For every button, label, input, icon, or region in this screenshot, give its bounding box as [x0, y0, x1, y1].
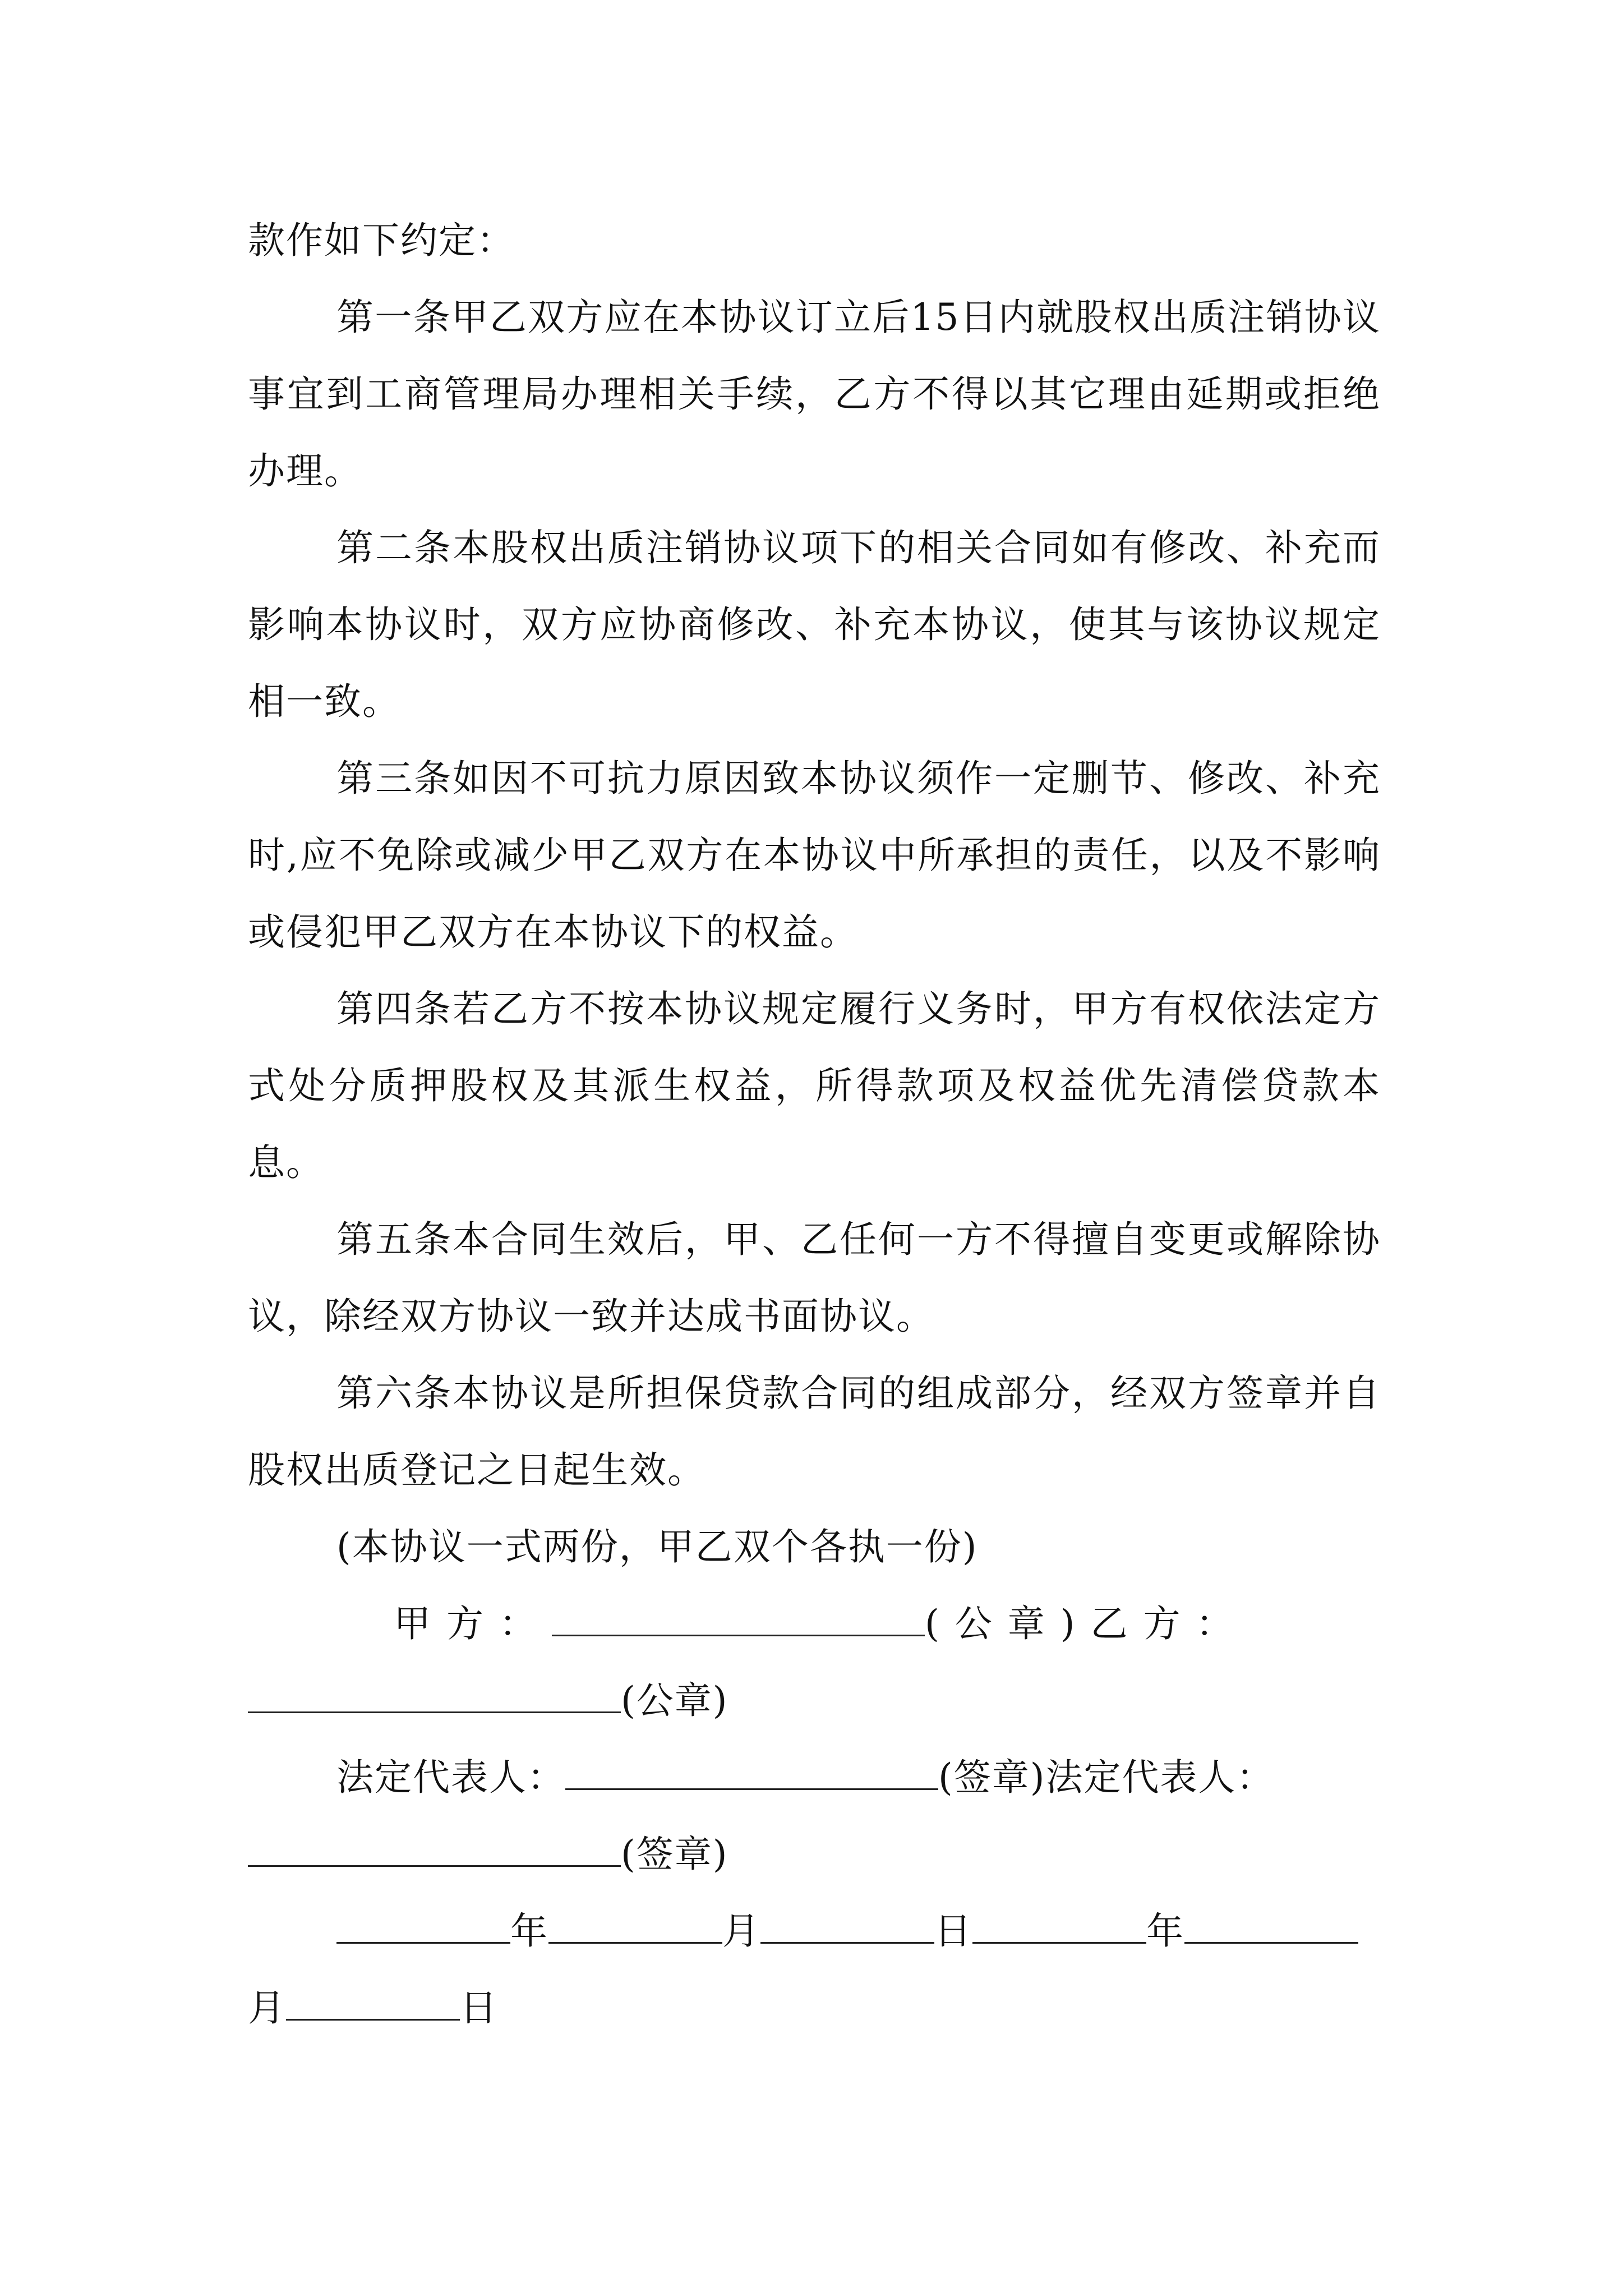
article-1: 第一条甲乙双方应在本协议订立后15日内就股权出质注销协议事宜到工商管理局办理相关手续，乙方不得以其它理由延期或拒绝办理。 [248, 296, 1381, 493]
party-a-label: 甲方： [394, 1602, 552, 1645]
rep-b-seal: (签章) [621, 1833, 728, 1876]
date-b-year: 年 [1146, 1910, 1184, 1953]
article-4: 第四条若乙方不按本协议规定履行义务时，甲方有权依法定方式处分质押股权及其派生权益，所得款项及权益优先清偿贷款本息。 [248, 987, 1381, 1184]
article-3: 第三条如因不可抗力原因致本协议须作一定删节、修改、补充时,应不免除或减少甲乙双方在本协议中所承担的责任，以及不影响或侵犯甲乙双方在本协议下的权益。 [248, 757, 1381, 954]
date-a-month-blank[interactable] [548, 1907, 722, 1944]
rep-a-label: 法定代表人： [336, 1756, 565, 1799]
article-2: 第二条本股权出质注销协议项下的相关合同如有修改、补充而影响本协议时，双方应协商修改、补充本协议，使其与该协议规定相一致。 [248, 526, 1381, 723]
date-line [248, 1893, 1381, 1970]
party-b-seal-line [248, 1662, 1381, 1739]
rep-b-label: 法定代表人： [1045, 1756, 1275, 1799]
date-line-2 [248, 1970, 1381, 2046]
rep-a-blank[interactable] [565, 1754, 938, 1790]
party-a-seal: (公章) [925, 1602, 1091, 1645]
document-body [248, 202, 1381, 2046]
party-b-blank[interactable] [248, 1677, 621, 1713]
date-a-day: 日 [934, 1910, 972, 1953]
party-b-label: 乙方： [1090, 1602, 1249, 1645]
date-b-year-blank[interactable] [972, 1907, 1146, 1944]
date-b-day: 日 [460, 1986, 498, 2030]
rep-b-seal-line [248, 1816, 1381, 1893]
rep-b-blank[interactable] [248, 1830, 621, 1867]
copies-note: (本协议一式两份，甲乙双个各执一份) [336, 1525, 978, 1568]
date-b-day-blank[interactable] [286, 1984, 460, 2021]
intro-text: 款作如下约定： [248, 219, 515, 262]
date-b-month: 月 [248, 1986, 286, 2030]
date-a-year-blank[interactable] [336, 1907, 510, 1944]
party-a-blank[interactable] [552, 1600, 925, 1636]
date-a-month: 月 [722, 1910, 760, 1953]
date-a-day-blank[interactable] [760, 1907, 934, 1944]
party-seal-line [248, 1585, 1381, 1662]
party-b-seal: (公章) [621, 1679, 728, 1722]
article-5: 第五条本合同生效后，甲、乙任何一方不得擅自变更或解除协议，除经双方协议一致并达成书面协议。 [248, 1218, 1381, 1338]
representative-line [248, 1739, 1381, 1816]
article-6: 第六条本协议是所担保贷款合同的组成部分，经双方签章并自股权出质登记之日起生效。 [248, 1372, 1381, 1492]
date-b-month-blank-1[interactable] [1184, 1907, 1358, 1944]
rep-a-seal: (签章) [938, 1756, 1046, 1799]
date-a-year: 年 [510, 1910, 548, 1953]
